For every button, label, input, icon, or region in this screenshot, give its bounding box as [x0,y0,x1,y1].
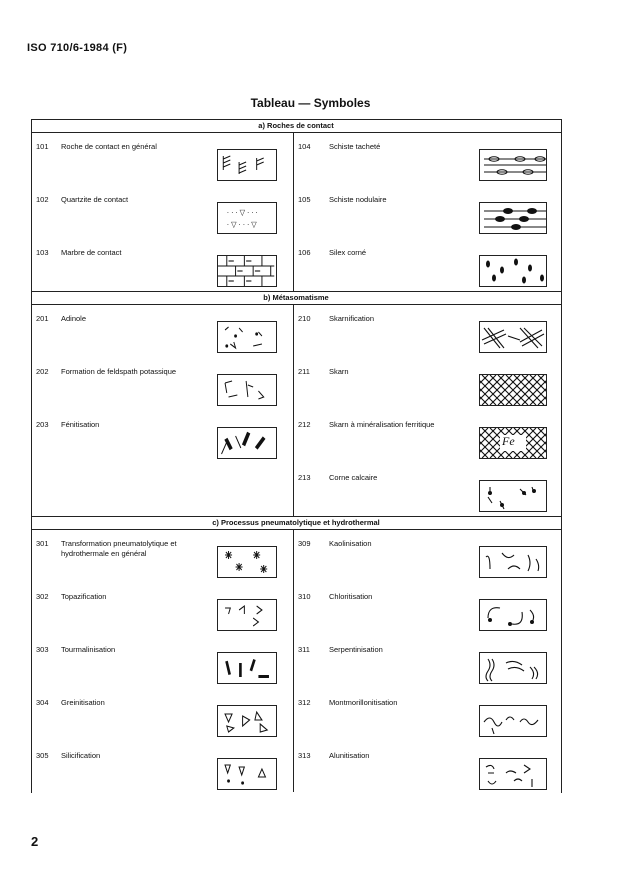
symbol-code: 302 [36,592,49,601]
symbol-label: Tourmalinisation [61,645,116,654]
symbol-label: Schiste nodulaire [329,195,387,204]
symbol-label: Skarn à minéralisation ferritique [329,420,435,429]
pneumatolytic-hydrothermal-icon [217,546,277,578]
symbol-code: 304 [36,698,49,707]
symbol-code: 202 [36,367,49,376]
symbol-label: Greinitisation [61,698,105,707]
symbol-code: 201 [36,314,49,323]
tourmalinisation-icon [217,652,277,684]
symbol-code: 311 [298,645,310,654]
topazification-icon [217,599,277,631]
symbol-label: Adinole [61,314,87,323]
symbol-label: Silicification [61,751,101,760]
potassic-feldspar-icon [217,374,277,406]
serpentinisation-icon [479,652,547,684]
symbol-code: 104 [298,142,311,151]
skarn-icon [479,374,547,406]
symbol-label: Roche de contact en général [61,142,157,151]
symbol-code: 210 [298,314,311,323]
section-top-border [31,516,561,517]
svg-text:· ▽ · · · ▽: · ▽ · · · ▽ [226,219,257,230]
calcareous-hornfels-icon [479,480,547,512]
symbol-code: 212 [298,420,311,429]
symbol-code: 301 [36,539,49,548]
symbol-label: Alunitisation [329,751,370,760]
symbol-code: 203 [36,420,49,429]
silicification-icon [217,758,277,790]
symbol-label: Kaolinisation [329,539,372,548]
symbol-code: 106 [298,248,311,257]
symbol-code: 211 [298,367,310,376]
column-divider [293,529,294,792]
symbol-label: Serpentinisation [329,645,383,654]
section-heading: c) Processus pneumatolytique et hydrothermal [212,518,380,527]
greisenisation-icon [217,705,277,737]
document-header: ISO 710/6-1984 (F) [27,42,128,54]
nodular-schist-icon [479,202,547,234]
symbol-code: 102 [36,195,49,204]
montmorillonitisation-icon [479,705,547,737]
hornfels-silex-icon [479,255,547,287]
symbol-code: 213 [298,473,311,482]
symbol-label: Corne calcaire [329,473,378,482]
section-heading-border [31,304,561,305]
ferritic-skarn-icon [479,427,547,459]
symbol-label: Transformation pneumatolytique et hydrothermale en général [61,539,177,558]
symbol-label: Quartzite de contact [61,195,129,204]
symbol-label: Silex corné [329,248,367,257]
contact-quartzite-icon [217,202,277,234]
symbol-label: Montmorillonitisation [329,698,398,707]
symbol-label: Chloritisation [329,592,373,601]
fenitisation-icon [217,427,277,459]
symbol-code: 303 [36,645,49,654]
symbol-label: Schiste tacheté [329,142,381,151]
symbol-code: 105 [298,195,311,204]
symbol-label: Formation de feldspath potassique [61,367,177,376]
chloritisation-icon [479,599,547,631]
adinole-icon [217,321,277,353]
section-heading-border [31,132,561,133]
skarnification-icon [479,321,547,353]
section-heading-border [31,529,561,530]
symbol-label: Marbre de contact [61,248,122,257]
symbol-code: 305 [36,751,49,760]
section-top-border [31,291,561,292]
symbol-code: 313 [298,751,311,760]
symbol-code: 101 [36,142,49,151]
kaolinisation-icon [479,546,547,578]
svg-text:· · · ▽ · · ·: · · · ▽ · · · [226,207,258,218]
symbol-code: 103 [36,248,49,257]
icon-text: Fe [502,434,515,448]
page-number: 2 [31,834,39,849]
symbol-label: Fénitisation [61,420,100,429]
spotted-schist-icon [479,149,547,181]
symbol-label: Skarn [329,367,349,376]
section-heading: a) Roches de contact [258,121,334,130]
section-heading: b) Métasomatisme [263,293,329,302]
symbol-label: Topazification [61,592,107,601]
symbol-code: 312 [298,698,311,707]
symbol-code: 310 [298,592,311,601]
section-top-border [31,119,561,120]
symbols-table [31,119,561,792]
column-divider [293,132,294,291]
symbol-label: Skarnification [329,314,375,323]
contact-rock-general-icon [217,149,277,181]
symbol-code: 309 [298,539,311,548]
alunitisation-icon [479,758,547,790]
table-title: Tableau — Symboles [250,96,371,110]
contact-marble-icon [217,255,277,287]
column-divider [293,304,294,516]
